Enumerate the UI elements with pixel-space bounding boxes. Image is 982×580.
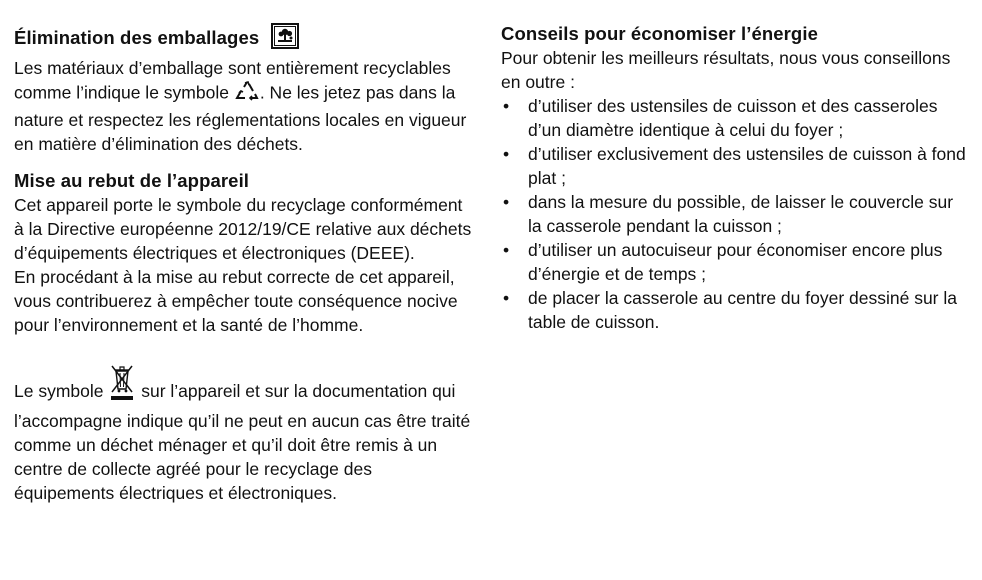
- disposal-heading: Mise au rebut de l’appareil: [14, 170, 250, 191]
- list-item: [501, 190, 971, 238]
- list-item: [501, 238, 971, 286]
- tip-text: d’utiliser exclusivement des ustensiles de cuisson à fond plat ;: [528, 144, 966, 188]
- energy-tips-list: [501, 94, 971, 334]
- disposal-paragraph-1: Cet appareil porte le symbole du recyclage conformément à la Directive européenne 2012/19/CE relative aux déchets d’équipements électriques et électroniques (DEEE).: [14, 195, 472, 263]
- packaging-heading: [14, 22, 474, 56]
- packaging-paragraph: [14, 56, 474, 156]
- packaging-text-after: . Ne les jetez pas dans la nature et respectez les réglementations locales en vigueur en matière d’élimination des déchets.: [14, 82, 467, 154]
- packaging-text-before: Les matériaux d’emballage sont entièrement recyclables comme l’indique le symbole: [14, 58, 451, 103]
- tidy-man-icon: [270, 22, 300, 56]
- tip-text: de placer la casserole au centre du foyer dessiné sur la table de cuisson.: [528, 288, 957, 332]
- bullet-icon: •: [503, 144, 510, 164]
- left-column: [14, 22, 474, 505]
- list-item: [501, 94, 971, 142]
- tip-text: d’utiliser des ustensiles de cuisson et des casseroles d’un diamètre identique à celui du foyer ;: [528, 96, 938, 140]
- disposal-paragraph-3: [14, 361, 474, 505]
- weee-text-after: sur l’appareil et sur la documentation qui l’accompagne indique qu’il ne peut en aucun cas être traité comme un déchet ménager et qu’il doit être remis à un centre de collecte agréé pour le recyclage des équipements électriques et électroniques.: [14, 381, 471, 503]
- list-item: [501, 142, 971, 190]
- bullet-icon: •: [503, 96, 510, 116]
- tip-text: d’utiliser un autocuiseur pour économiser encore plus d’énergie et de temps ;: [528, 240, 943, 284]
- bullet-icon: •: [503, 240, 510, 260]
- weee-text-before: Le symbole: [14, 381, 109, 401]
- disposal-paragraph-2: En procédant à la mise au rebut correcte de cet appareil, vous contribuerez à empêcher toute conséquence nocive pour l’environnement et la santé de l’homme.: [14, 267, 458, 335]
- crossed-bin-icon: [108, 361, 136, 409]
- list-item: [501, 286, 971, 334]
- packaging-heading-text: Élimination des emballages: [14, 26, 260, 48]
- recycling-icon: [234, 80, 260, 108]
- tip-text: dans la mesure du possible, de laisser le couvercle sur la casserole pendant la cuisson ;: [528, 192, 954, 236]
- bullet-icon: •: [503, 288, 510, 308]
- energy-intro: Pour obtenir les meilleurs résultats, nous vous conseillons en outre :: [501, 48, 951, 92]
- right-column: [501, 22, 971, 334]
- bullet-icon: •: [503, 192, 510, 212]
- energy-heading: Conseils pour économiser l’énergie: [501, 23, 818, 44]
